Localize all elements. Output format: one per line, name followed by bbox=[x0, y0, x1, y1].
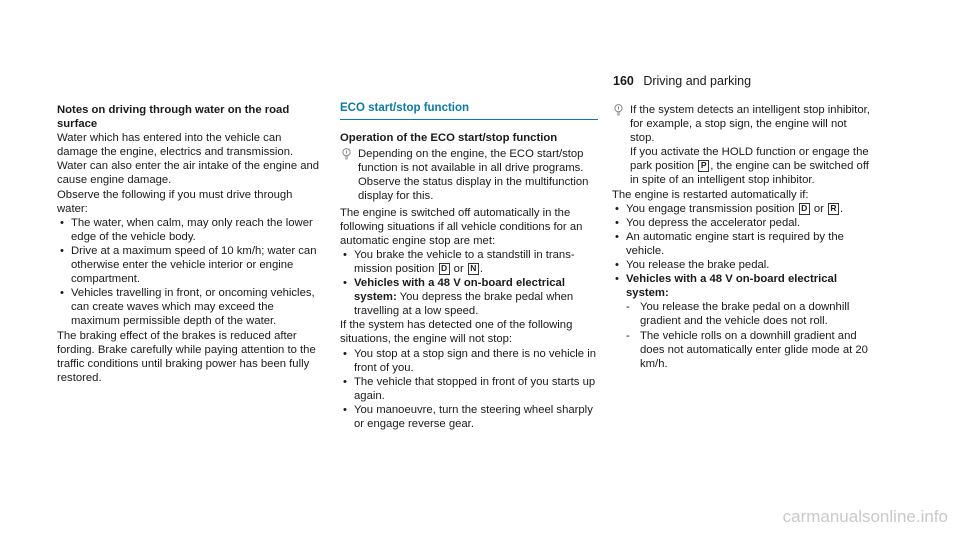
gear-p-symbol: P bbox=[698, 160, 709, 172]
list-item bbox=[340, 276, 598, 318]
note-text-part: If you activate the HOLD function or engage the park position bbox=[630, 146, 869, 173]
note-text: Depending on the engine, the ECO start/stop function is not available in all drive programs. Observe the status display in the multifunction display for this. bbox=[358, 148, 589, 203]
paragraph: The engine is switched off automatically in the following situations if all vehicle conditions for an automatic engine stop are met: bbox=[340, 206, 583, 247]
bold-label: Vehicles with a 48 V on-board electrical system: bbox=[626, 273, 837, 300]
page-header bbox=[613, 74, 751, 88]
note-block bbox=[612, 103, 874, 188]
water-driving-heading: Notes on driving through water on the road surface bbox=[57, 104, 290, 131]
paragraph: Water which has entered into the vehicle can damage the engine, electrics and transmission. bbox=[57, 132, 294, 159]
note-text bbox=[630, 145, 874, 187]
gear-d-symbol: D bbox=[799, 203, 810, 215]
dash-list bbox=[612, 300, 874, 370]
list-item: • The water, when calm, may only reach the lower edge of the vehicle body. bbox=[57, 216, 325, 244]
section-title: ECO start/stop function bbox=[340, 101, 598, 120]
bullet-list bbox=[340, 248, 598, 318]
list-item-text: You engage transmission position bbox=[626, 202, 795, 215]
paragraph: The braking effect of the brakes is reduced after fording. Brake carefully while paying attention to the traffic conditions until braking power has been fully restored. bbox=[57, 329, 316, 384]
info-lightbulb-icon bbox=[341, 148, 352, 160]
note-block bbox=[340, 147, 598, 203]
list-item: • The vehicle that stopped in front of you starts up again. bbox=[340, 375, 598, 403]
bullet-list bbox=[340, 347, 598, 432]
note-text: If the system detects an intelligent stop inhibitor, for example, a stop sign, the engine will not stop. bbox=[630, 104, 870, 145]
list-item: • An automatic engine start is required by the vehicle. bbox=[612, 230, 874, 258]
list-item: • You depress the accelerator pedal. bbox=[612, 216, 874, 230]
paragraph: The engine is restarted automatically if: bbox=[612, 188, 809, 201]
conjunction-text: or bbox=[453, 262, 464, 275]
dash-item: - You release the brake pedal on a downhill gradient and the vehicle does not roll. bbox=[612, 300, 874, 328]
paragraph: If the system has detected one of the following situations, the engine will not stop: bbox=[340, 319, 573, 346]
column-eco-start-stop bbox=[340, 101, 598, 431]
gear-n-symbol: N bbox=[468, 263, 479, 275]
list-item-text: You depress the brake pedal when travelling at a low speed. bbox=[354, 291, 574, 318]
list-item: • Drive at a maximum speed of 10 km/h; water can otherwise enter the vehicle interior or engine compartment. bbox=[57, 244, 325, 286]
list-item: • You manoeuvre, turn the steering wheel sharply or engage reverse gear. bbox=[340, 403, 598, 431]
conjunction-text: or bbox=[813, 202, 824, 215]
subsection-title: Operation of the ECO start/stop function bbox=[340, 132, 558, 145]
gear-d-symbol: D bbox=[439, 263, 450, 275]
paragraph: Water can also enter the air intake of the engine and cause engine damage. bbox=[57, 160, 320, 187]
list-item bbox=[612, 272, 874, 371]
list-item: • You engage transmission position D or R . bbox=[612, 202, 874, 216]
gear-r-symbol: R bbox=[828, 203, 839, 215]
list-item: • You stop at a stop sign and there is no vehicle in front of you. bbox=[340, 347, 598, 375]
paragraph: Observe the following if you must drive through water: bbox=[57, 188, 293, 215]
bullet-list bbox=[57, 216, 325, 329]
note-text-part: , the engine can be switched off in spite of an intelligent stop inhibitor. bbox=[630, 160, 869, 187]
dash-item: - The vehicle rolls on a downhill gradient and does not automatically enter glide mode at 20 km/h. bbox=[612, 329, 874, 371]
list-item: • Vehicles travelling in front, or oncoming vehicles, can create waves which may exceed the maximum permissible depth of the water. bbox=[57, 286, 325, 328]
list-item-text: You brake the vehicle to a standstill in transmission position bbox=[354, 248, 575, 275]
chapter-title: Driving and parking bbox=[643, 74, 752, 88]
watermark: carmanualsonline.info bbox=[782, 507, 948, 526]
bold-label: Vehicles with a 48 V on-board electrical system: bbox=[354, 277, 565, 304]
column-eco-continued bbox=[612, 103, 874, 371]
bullet-list bbox=[612, 202, 874, 371]
column-water-driving bbox=[57, 103, 325, 385]
list-item: • You release the brake pedal. bbox=[612, 258, 874, 272]
list-item: • You brake the vehicle to a standstill in transmission position D or N . bbox=[340, 248, 598, 276]
info-lightbulb-icon bbox=[613, 104, 624, 116]
page-number: 160 bbox=[613, 74, 634, 88]
